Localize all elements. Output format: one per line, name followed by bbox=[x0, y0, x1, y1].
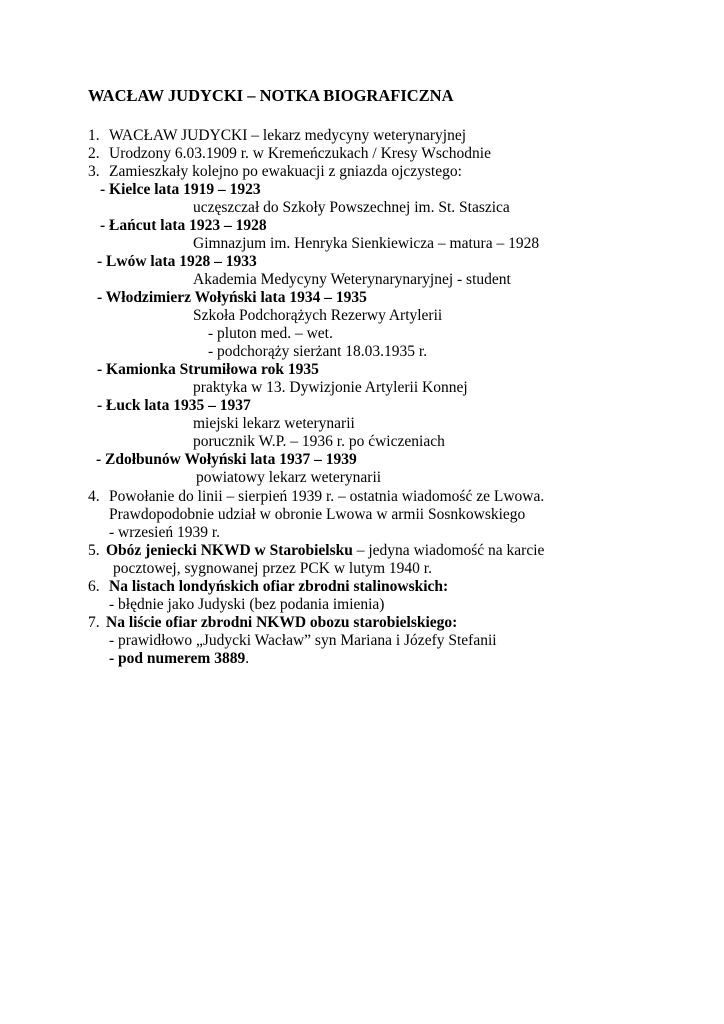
item-4-line-1: Powołanie do linii – sierpień 1939 r. – ostatnia wiadomość ze Lwowa. bbox=[109, 488, 545, 505]
place-wlodzimierz-detail-3: - podchorąży sierżant 18.03.1935 r. bbox=[208, 343, 428, 360]
item-1-text: WACŁAW JUDYCKI – lekarz medycyny weterynaryjnej bbox=[109, 127, 467, 144]
item-4-number: 4. bbox=[88, 488, 100, 505]
place-zdolbunow-detail: powiatowy lekarz weterynarii bbox=[196, 469, 382, 486]
place-lwow-heading: - Lwów lata 1928 – 1933 bbox=[97, 253, 257, 270]
place-zdolbunow-heading: - Zdołbunów Wołyński lata 1937 – 1939 bbox=[96, 451, 357, 468]
item-4-line-3: - wrzesień 1939 r. bbox=[109, 524, 221, 541]
item-6-number: 6. bbox=[88, 578, 100, 595]
item-5-line-1 bbox=[106, 542, 544, 560]
item-5-number: 5. bbox=[88, 542, 100, 559]
item-7-bold-text: Na liście ofiar zbrodni NKWD obozu starobielskiego: bbox=[106, 614, 458, 631]
item-6-line-2: - błędnie jako Judyski (bez podania imienia) bbox=[109, 596, 385, 613]
item-1-number: 1. bbox=[88, 127, 100, 144]
place-wlodzimierz-heading: - Włodzimierz Wołyński lata 1934 – 1935 bbox=[97, 289, 367, 306]
item-3-number: 3. bbox=[88, 163, 100, 180]
place-kielce-heading: - Kielce lata 1919 – 1923 bbox=[100, 181, 261, 198]
place-kamionka-detail: praktyka w 13. Dywizjonie Artylerii Konnej bbox=[193, 379, 468, 396]
item-5-rest-text: – jedyna wiadomość na karcie bbox=[352, 542, 545, 559]
item-5-line-2: pocztowej, sygnowanej przez PCK w lutym 1940 r. bbox=[113, 560, 432, 577]
item-7-period: . bbox=[245, 650, 250, 667]
item-3-text: Zamieszkały kolejno po ewakuacji z gniazda ojczystego: bbox=[109, 163, 462, 180]
item-4-line-2: Prawdopodobnie udział w obronie Lwowa w armii Sosnkowskiego bbox=[109, 506, 526, 523]
place-lancut-heading: - Łańcut lata 1923 – 1928 bbox=[100, 217, 267, 234]
place-lancut-detail: Gimnazjum im. Henryka Sienkiewicza – matura – 1928 bbox=[193, 235, 540, 252]
place-kamionka-heading: - Kamionka Strumiłowa rok 1935 bbox=[97, 361, 319, 378]
item-6-bold-text: Na listach londyńskich ofiar zbrodni stalinowskich: bbox=[109, 578, 449, 595]
item-2-text: Urodzony 6.03.1909 r. w Kremeńczukach / Kresy Wschodnie bbox=[109, 145, 491, 162]
item-2-number: 2. bbox=[88, 145, 100, 162]
place-lwow-detail: Akademia Medycyny Weterynarynaryjnej - student bbox=[193, 271, 511, 288]
place-kielce-detail: uczęszczał do Szkoły Powszechnej im. St. Staszica bbox=[193, 199, 510, 216]
place-wlodzimierz-detail-2: - pluton med. – wet. bbox=[208, 325, 333, 342]
item-7-line-3 bbox=[109, 650, 249, 668]
place-luck-heading: - Łuck lata 1935 – 1937 bbox=[97, 397, 251, 414]
item-5-bold-text: Obóz jeniecki NKWD w Starobielsku bbox=[106, 542, 353, 559]
document-title: WACŁAW JUDYCKI – NOTKA BIOGRAFICZNA bbox=[88, 86, 454, 105]
place-luck-detail-1: miejski lekarz weterynarii bbox=[193, 415, 355, 432]
place-luck-detail-2: porucznik W.P. – 1936 r. po ćwiczeniach bbox=[193, 433, 445, 450]
item-7-number-bold: - pod numerem 3889 bbox=[109, 650, 246, 667]
place-wlodzimierz-detail-1: Szkoła Podchorążych Rezerwy Artylerii bbox=[193, 307, 443, 324]
item-7-number: 7. bbox=[88, 614, 100, 631]
item-7-line-2: - prawidłowo „Judycki Wacław” syn Mariana i Józefy Stefanii bbox=[109, 632, 497, 649]
